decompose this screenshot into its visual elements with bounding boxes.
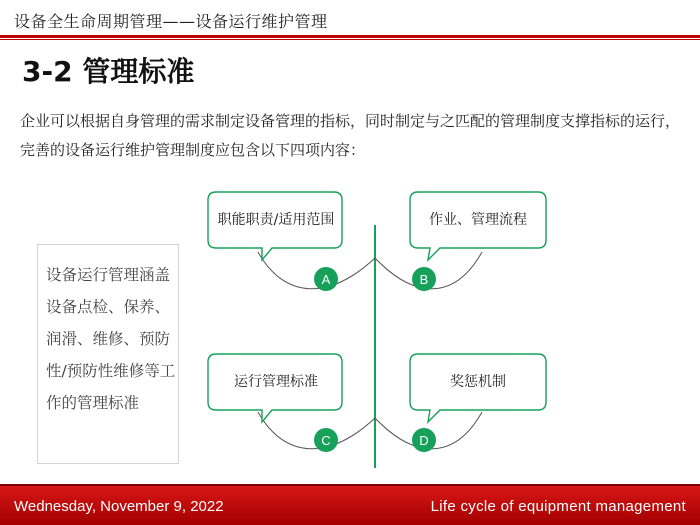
callout-d-label: 奖惩机制: [450, 373, 506, 390]
intro-paragraph: 企业可以根据自身管理的需求制定设备管理的指标，同时制定与之匹配的管理制度支撑指标的运行，完善的设备运行维护管理制度应包含以下四项内容：: [20, 112, 681, 159]
page-title: 3-2 管理标准: [22, 55, 195, 88]
badge-a: A: [314, 267, 338, 291]
badge-d: D: [412, 428, 436, 452]
callout-c-label: 运行管理标准: [234, 373, 318, 390]
callout-b-label: 作业、管理流程: [429, 211, 527, 228]
header-title: 设备全生命周期管理——设备运行维护管理: [14, 12, 328, 31]
sidebar-note-text: 设备运行管理涵盖设备点检、保养、润滑、维修、预防性/预防性维修等工作的管理标准: [46, 266, 176, 412]
badge-c: C: [314, 428, 338, 452]
callout-a-label: 职能职责/适用范围: [217, 211, 335, 228]
badge-b: B: [412, 267, 436, 291]
footer-date: Wednesday, November 9, 2022: [14, 498, 224, 515]
footer-caption: Life cycle of equipment management: [430, 498, 686, 515]
